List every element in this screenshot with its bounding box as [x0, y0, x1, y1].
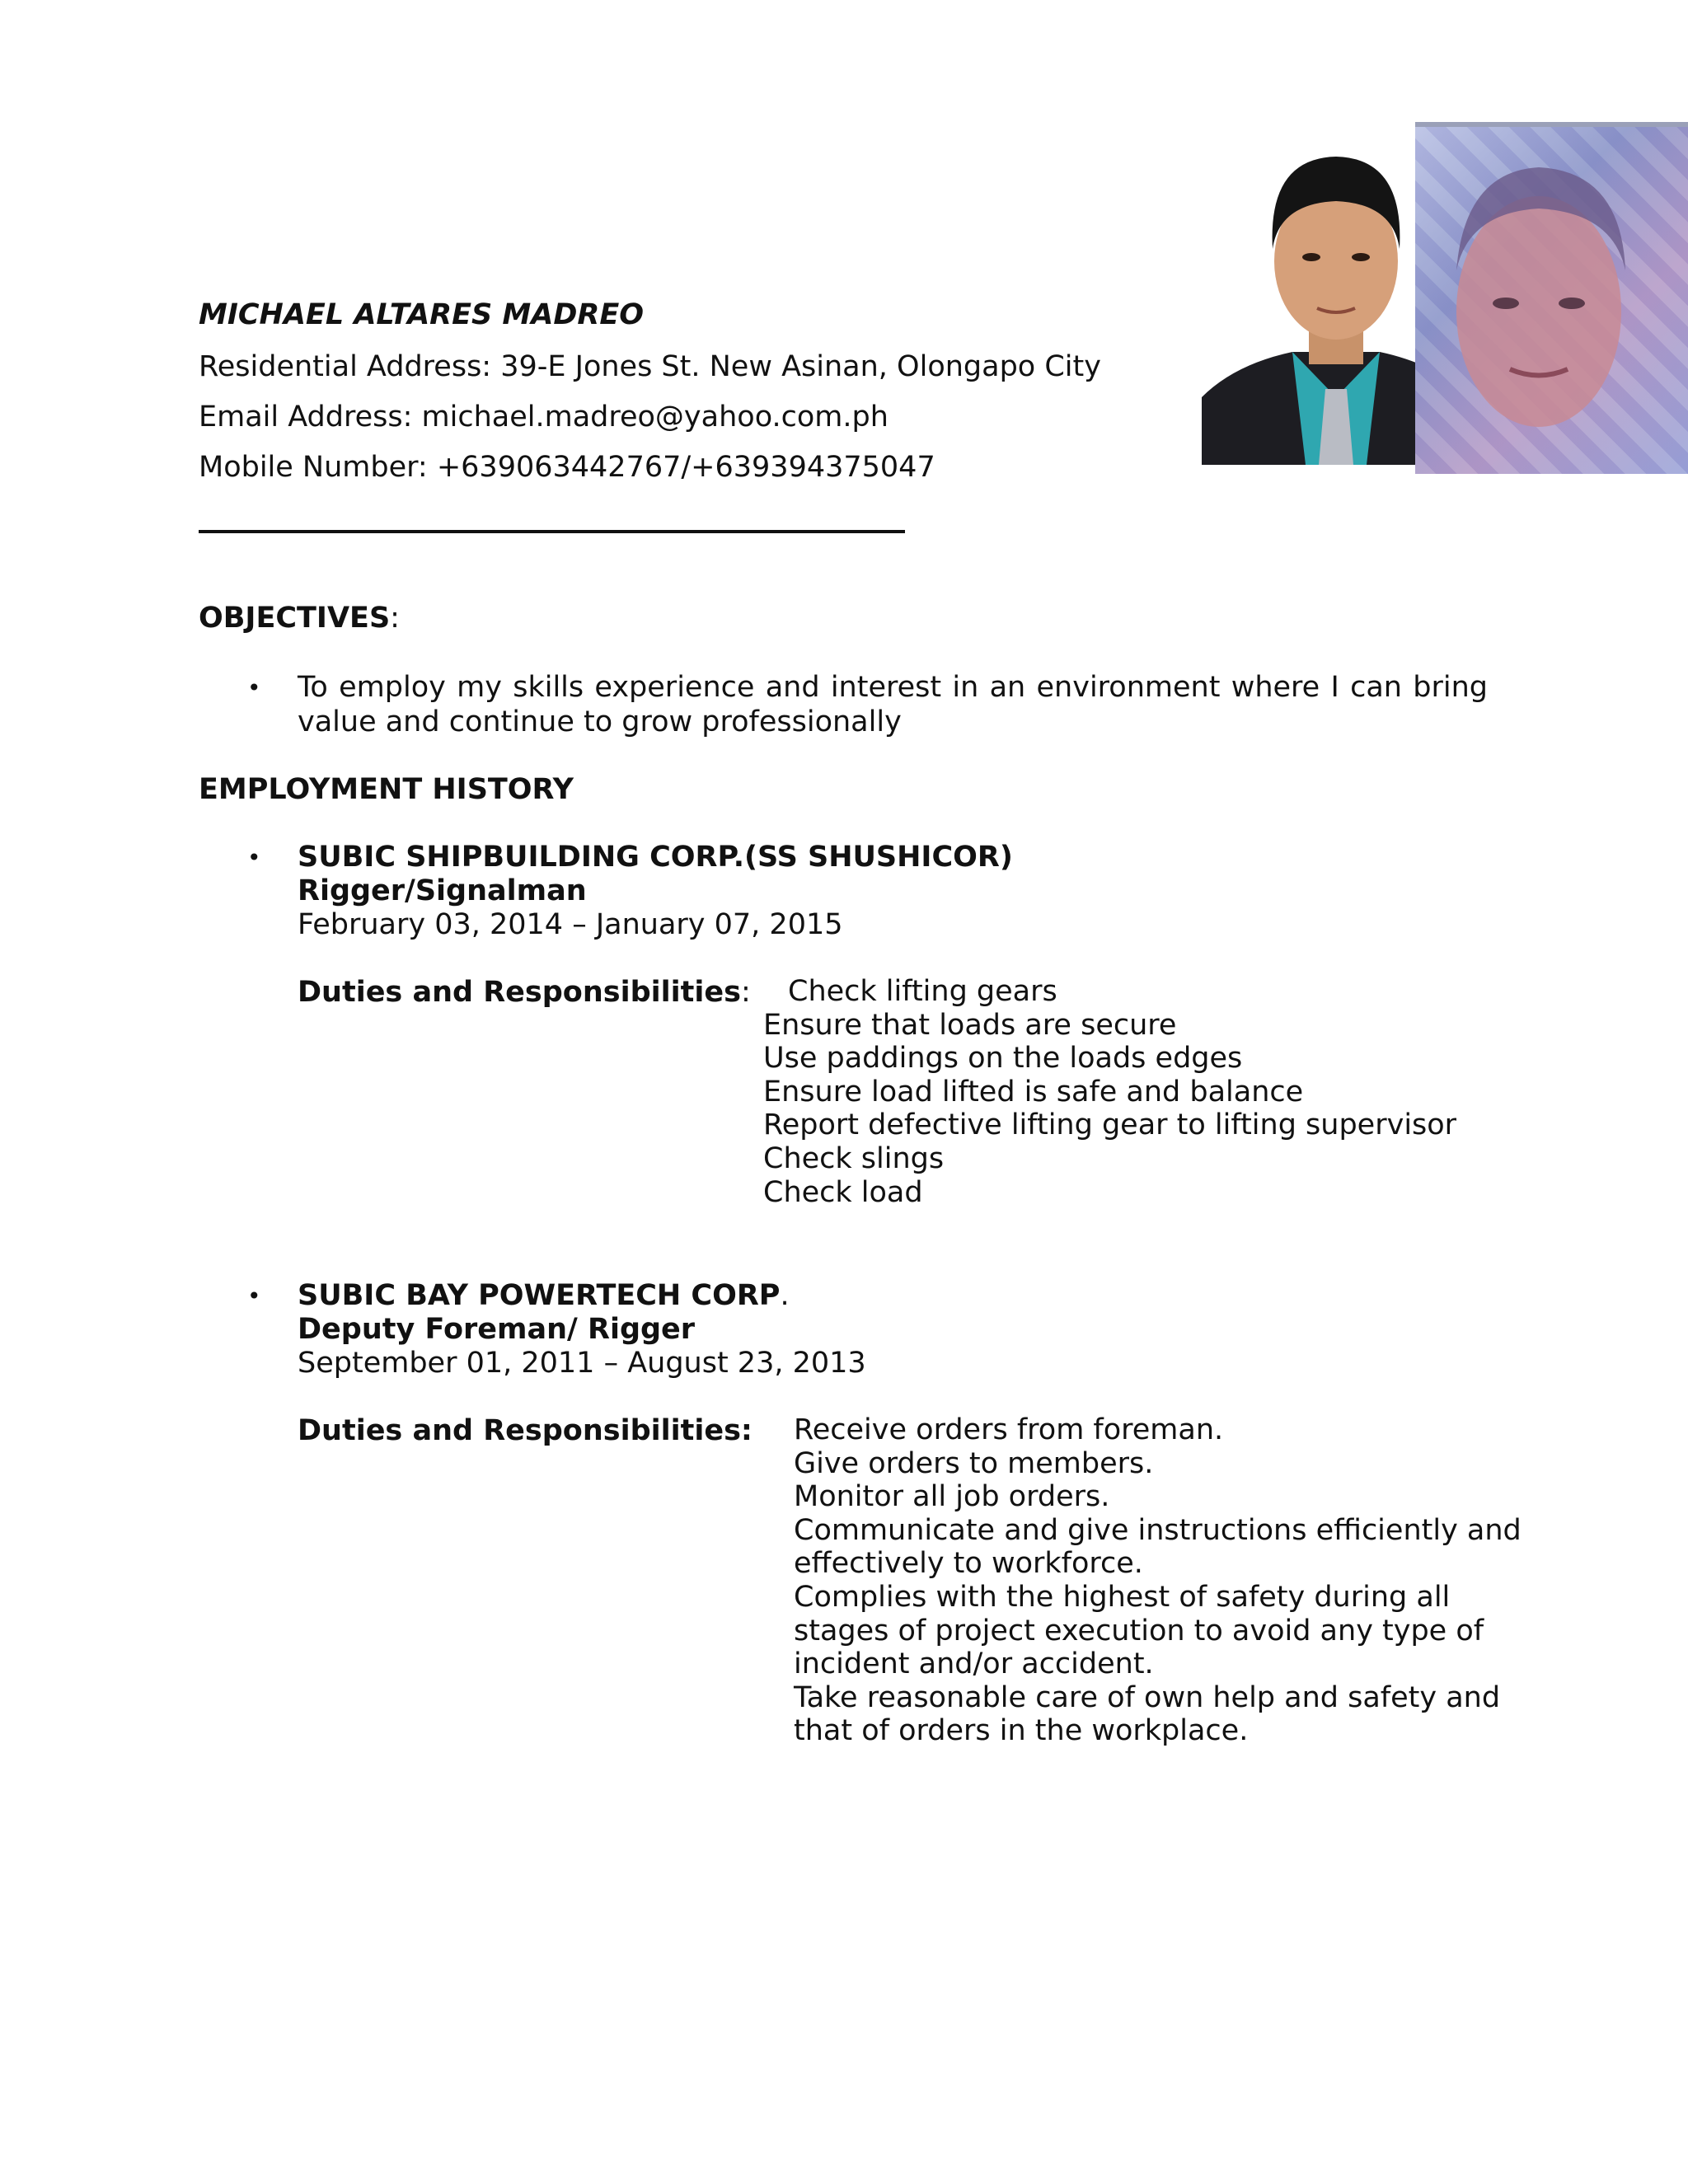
job-1-duties-list [763, 975, 1456, 1209]
mobile-number: Mobile Number: +639063442767/+639394375047 [199, 451, 935, 484]
residential-address: Residential Address: 39-E Jones St. New Asinan, Olongapo City [199, 350, 1101, 383]
job-2-duty: Monitor all job orders. [794, 1480, 1110, 1514]
job-2-duty: effectively to workforce. [794, 1547, 1143, 1581]
job-2-duty: that of orders in the workplace. [794, 1714, 1249, 1748]
job-2-bullet: • [247, 1282, 261, 1310]
job-1-duty: Check lifting gears [788, 975, 1057, 1008]
email-address: Email Address: michael.madreo@yahoo.com.ph [199, 401, 889, 434]
job-2-company [298, 1278, 790, 1313]
job-2-dates: September 01, 2011 – August 23, 2013 [298, 1347, 866, 1380]
objectives-heading [199, 601, 400, 635]
job-1-duty: Ensure load lifted is safe and balance [763, 1075, 1304, 1108]
job-2-duty: Communicate and give instructions efficiently and [794, 1513, 1522, 1547]
job-1-duty: Report defective lifting gear to lifting supervisor [763, 1108, 1457, 1142]
job-2-company-text: SUBIC BAY POWERTECH CORP [298, 1279, 781, 1312]
job-1-duties-label [298, 975, 751, 1010]
job-1-duty: Use paddings on the loads edges [763, 1042, 1243, 1076]
id-photo [1415, 122, 1688, 474]
job-2-duties-list [794, 1413, 1522, 1748]
job-1-company: SUBIC SHIPBUILDING CORP.(SS SHUSHICOR) [298, 841, 1013, 874]
objective-line-2: value and continue to grow professionally [298, 705, 902, 738]
job-1-duty: Check slings [763, 1141, 945, 1175]
applicant-name: MICHAEL ALTARES MADREO [199, 298, 644, 331]
job-1-bullet: • [247, 844, 261, 871]
job-2-duty: Give orders to members. [794, 1446, 1154, 1480]
job-2-duty: Receive orders from foreman. [794, 1413, 1224, 1446]
job-2-duty: Complies with the highest of safety during all [794, 1580, 1451, 1614]
objectives-heading-colon: : [390, 602, 400, 635]
job-2-duty: Take reasonable care of own help and safety and [794, 1680, 1501, 1714]
job-1-position: Rigger/Signalman [298, 874, 587, 907]
objective-line-1: To employ my skills experience and interest in an environment where I can bring [298, 671, 1488, 704]
job-1-dates: February 03, 2014 – January 07, 2015 [298, 908, 843, 941]
employment-heading: EMPLOYMENT HISTORY [199, 773, 574, 806]
job-2-company-suffix: . [780, 1279, 790, 1312]
id-photo-image [1415, 122, 1688, 474]
job-1-duties-label-colon: : [740, 976, 751, 1009]
objectives-bullet: • [247, 674, 261, 701]
job-2-duty: incident and/or accident. [794, 1647, 1154, 1681]
job-2-position: Deputy Foreman/ Rigger [298, 1313, 696, 1346]
job-2-duties-label: Duties and Responsibilities: [298, 1414, 753, 1447]
job-1-duty: Ensure that loads are secure [763, 1008, 1177, 1042]
objectives-heading-text: OBJECTIVES [199, 602, 391, 635]
header-divider [199, 530, 905, 533]
job-1-duty: Check load [763, 1175, 923, 1209]
job-1-duties-label-text: Duties and Responsibilities [298, 976, 741, 1009]
job-2-duty: stages of project execution to avoid any type of [794, 1614, 1484, 1647]
